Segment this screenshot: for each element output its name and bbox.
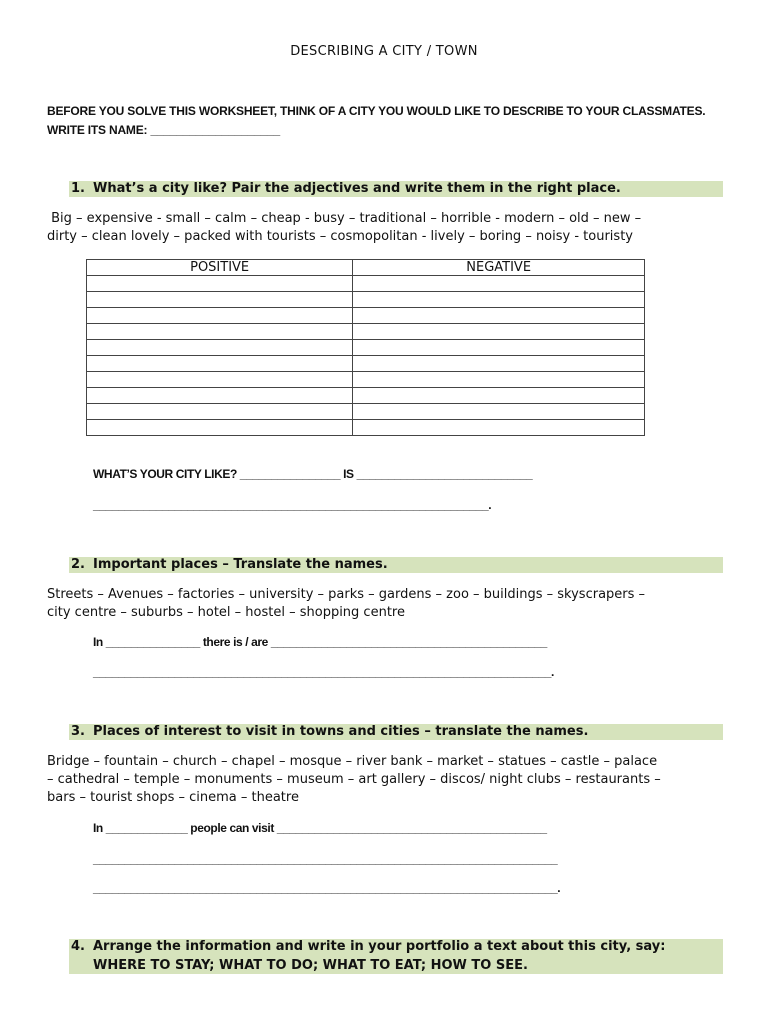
negative-cell[interactable] <box>353 276 645 292</box>
section-2-fill-line-1[interactable]: In _______________ there is / are ____________________________________________ <box>93 635 547 649</box>
page-title: DESCRIBING A CITY / TOWN <box>290 44 478 59</box>
negative-cell[interactable] <box>353 340 645 356</box>
section-4-heading <box>69 939 723 974</box>
positive-cell[interactable] <box>87 356 353 372</box>
positive-cell[interactable] <box>87 420 353 436</box>
section-3-fill-line-1[interactable]: In _____________ people can visit ___________________________________________ <box>93 821 547 835</box>
section-3-fill-line-2[interactable]: __________________________________________________________________________ <box>93 852 558 866</box>
section-2-fill-line-2[interactable]: _________________________________________________________________________. <box>93 665 554 679</box>
section-1-heading-text: What’s a city like? Pair the adjectives and write them in the right place. <box>93 181 621 196</box>
section-1-heading <box>69 181 723 197</box>
section-4-number: 4. <box>71 939 85 954</box>
section-1-fill-line-1[interactable]: WHAT’S YOUR CITY LIKE? ________________ IS ____________________________ <box>93 467 533 481</box>
section-4-heading-line-1: Arrange the information and write in your portfolio a text about this city, say: <box>93 939 666 954</box>
section-1-number: 1. <box>71 181 85 196</box>
section-1-fill-line-2[interactable]: _______________________________________________________________. <box>93 498 492 512</box>
wordlist-line: Streets – Avenues – factories – university – parks – gardens – zoo – buildings – skyscrapers – <box>47 587 646 602</box>
section-1-wordlist <box>47 210 727 246</box>
positive-cell[interactable] <box>87 388 353 404</box>
wordlist-line: Bridge – fountain – church – chapel – mosque – river bank – market – statues – castle – palace <box>47 754 658 769</box>
negative-cell[interactable] <box>353 356 645 372</box>
section-3-fill-line-3[interactable]: __________________________________________________________________________. <box>93 881 561 895</box>
column-header-positive: POSITIVE <box>87 260 353 276</box>
section-2-heading-text: Important places – Translate the names. <box>93 557 388 572</box>
positive-cell[interactable] <box>87 324 353 340</box>
positive-cell[interactable] <box>87 340 353 356</box>
intro-line-2: WRITE ITS NAME: ____________________ <box>47 123 280 137</box>
intro-line-1: BEFORE YOU SOLVE THIS WORKSHEET, THINK OF A CITY YOU WOULD LIKE TO DESCRIBE TO YOUR CLASSMATES. <box>47 104 706 118</box>
positive-cell[interactable] <box>87 308 353 324</box>
negative-cell[interactable] <box>353 324 645 340</box>
negative-cell[interactable] <box>353 292 645 308</box>
negative-cell[interactable] <box>353 420 645 436</box>
wordlist-line: – cathedral – temple – monuments – museum – art gallery – discos/ night clubs – restaurants – <box>47 772 661 787</box>
section-3-heading-text: Places of interest to visit in towns and cities – translate the names. <box>93 724 589 739</box>
negative-cell[interactable] <box>353 372 645 388</box>
positive-cell[interactable] <box>87 404 353 420</box>
negative-cell[interactable] <box>353 388 645 404</box>
section-2-number: 2. <box>71 557 85 572</box>
wordlist-line: dirty – clean lovely – packed with tourists – cosmopolitan - lively – boring – noisy - touristy <box>47 229 633 244</box>
wordlist-line: city centre – suburbs – hotel – hostel – shopping centre <box>47 605 405 620</box>
section-2-wordlist <box>47 586 727 622</box>
section-3-wordlist <box>47 753 727 807</box>
section-2-heading <box>69 557 723 573</box>
wordlist-line: Big – expensive - small – calm – cheap - busy – traditional – horrible - modern – old – new – <box>47 211 642 226</box>
wordlist-line: bars – tourist shops – cinema – theatre <box>47 790 299 805</box>
section-3-number: 3. <box>71 724 85 739</box>
adjectives-table <box>86 259 645 436</box>
negative-cell[interactable] <box>353 308 645 324</box>
positive-cell[interactable] <box>87 372 353 388</box>
section-4-heading-line-2: WHERE TO STAY; WHAT TO DO; WHAT TO EAT; HOW TO SEE. <box>93 958 528 973</box>
positive-cell[interactable] <box>87 292 353 308</box>
negative-cell[interactable] <box>353 404 645 420</box>
column-header-negative: NEGATIVE <box>353 260 645 276</box>
section-3-heading <box>69 724 723 740</box>
positive-cell[interactable] <box>87 276 353 292</box>
